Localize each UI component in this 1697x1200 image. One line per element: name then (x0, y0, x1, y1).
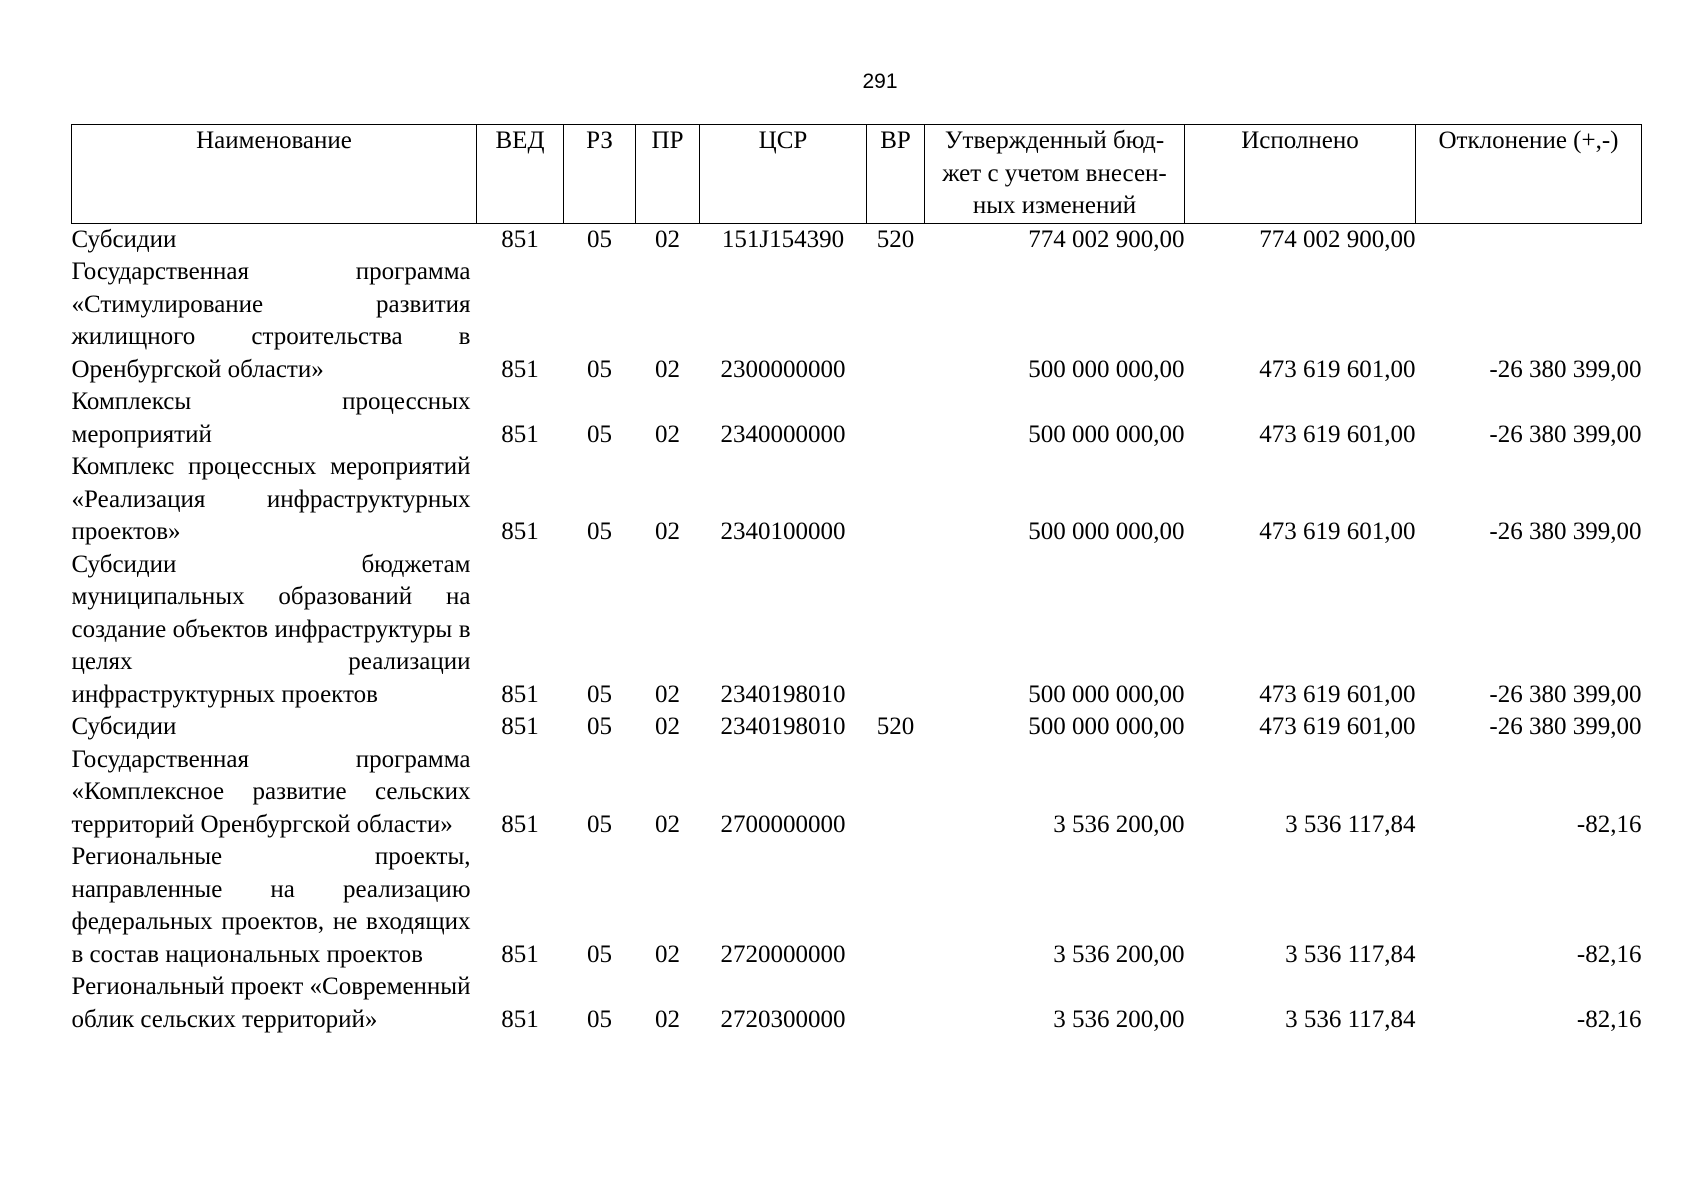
row-deviation (1416, 223, 1642, 256)
row-executed: 473 619 601,00 (1259, 713, 1416, 740)
row-executed: 473 619 601,00 (1259, 420, 1416, 448)
row-vr: 520 (876, 713, 915, 740)
row-rz: 05 (587, 225, 612, 253)
row-name: Комплекс процессных мероприятий «Реализация инфраструктурных проектов» (71, 453, 471, 545)
column-header-deviation: Отклонение (+,-) (1416, 125, 1642, 224)
column-header-pr: ПР (636, 125, 700, 224)
row-ved: 851 (501, 420, 539, 448)
row-executed: 473 619 601,00 (1259, 680, 1416, 708)
row-ved: 851 (501, 355, 539, 383)
row-csr: 2340198010 (720, 680, 846, 708)
row-deviation: -82,16 (1576, 810, 1642, 838)
row-csr: 151J154390 (721, 225, 845, 253)
column-header-executed: Исполнено (1185, 125, 1416, 224)
row-approved: 3 536 200,00 (1053, 1005, 1185, 1033)
row-csr: 2720000000 (720, 940, 846, 968)
column-header-name: Наименование (72, 125, 477, 224)
column-header-csr: ЦСР (700, 125, 867, 224)
row-deviation: -26 380 399,00 (1489, 518, 1642, 545)
row-pr: 02 (655, 355, 680, 383)
row-name: Субсидии (71, 713, 177, 740)
row-csr: 2700000000 (720, 810, 846, 838)
row-pr: 02 (655, 680, 680, 708)
table-row (72, 386, 1642, 451)
table-row (72, 256, 1642, 386)
row-approved: 3 536 200,00 (1053, 810, 1185, 838)
row-name: Государственная программа «Комплексное развитие сельских территорий Оренбургской области» (71, 745, 471, 838)
row-csr: 2300000000 (720, 355, 846, 383)
row-pr: 02 (655, 940, 680, 968)
table-row (72, 223, 1642, 256)
row-executed: 3 536 117,84 (1285, 1005, 1416, 1033)
row-name: Субсидии бюджетам муниципальных образований на создание объектов инфраструктуры в целях реализации инфраструктурных проектов (71, 550, 471, 708)
row-rz: 05 (587, 680, 612, 708)
budget-table (71, 124, 1642, 1036)
row-executed: 473 619 601,00 (1259, 518, 1416, 545)
row-ved: 851 (501, 1005, 539, 1033)
row-csr: 2720300000 (720, 1005, 846, 1033)
row-executed: 3 536 117,84 (1285, 810, 1416, 838)
page-number: 291 (862, 70, 898, 93)
row-approved: 500 000 000,00 (1028, 420, 1185, 448)
row-vr: 520 (876, 225, 915, 253)
row-deviation: -82,16 (1576, 1005, 1642, 1033)
row-executed: 774 002 900,00 (1259, 225, 1416, 253)
table-row (72, 711, 1642, 744)
row-vr (867, 256, 925, 386)
row-rz: 05 (587, 355, 612, 383)
row-ved: 851 (501, 225, 539, 253)
row-name: Субсидии (71, 225, 177, 253)
row-pr: 02 (655, 518, 680, 545)
table-header-row (72, 125, 1642, 224)
row-vr (867, 744, 925, 842)
row-approved: 500 000 000,00 (1028, 713, 1185, 740)
row-rz: 05 (587, 1005, 612, 1033)
row-deviation: -26 380 399,00 (1489, 680, 1642, 708)
row-vr (867, 549, 925, 712)
row-ved: 851 (501, 680, 539, 708)
row-approved: 500 000 000,00 (1028, 355, 1185, 383)
row-name: Комплексы процессных мероприятий (71, 388, 471, 448)
row-deviation: -26 380 399,00 (1489, 713, 1642, 740)
row-deviation: -26 380 399,00 (1489, 355, 1642, 383)
row-pr: 02 (655, 1005, 680, 1033)
row-rz: 05 (587, 940, 612, 968)
table-row (72, 451, 1642, 549)
row-pr: 02 (655, 225, 680, 253)
table-row (72, 549, 1642, 712)
column-header-ved: ВЕД (477, 125, 564, 224)
row-pr: 02 (655, 810, 680, 838)
row-approved: 3 536 200,00 (1053, 940, 1185, 968)
row-rz: 05 (587, 810, 612, 838)
row-deviation: -82,16 (1576, 940, 1642, 968)
table-row (72, 971, 1642, 1036)
row-csr: 2340000000 (720, 420, 846, 448)
row-deviation: -26 380 399,00 (1489, 420, 1642, 448)
row-vr (867, 841, 925, 971)
row-pr: 02 (655, 713, 680, 740)
row-executed: 473 619 601,00 (1259, 355, 1416, 383)
row-rz: 05 (587, 420, 612, 448)
row-name: Государственная программа «Стимулирование развития жилищного строительства в Оренбургской области» (71, 258, 471, 383)
row-approved: 500 000 000,00 (1028, 518, 1185, 545)
column-header-approved: Утвержденный бюд-жет с учетом внесен-ных изменений (925, 125, 1185, 224)
row-ved: 851 (501, 713, 539, 740)
row-approved: 774 002 900,00 (1028, 225, 1185, 253)
row-executed: 3 536 117,84 (1285, 940, 1416, 968)
row-vr (867, 971, 925, 1036)
row-rz: 05 (587, 713, 612, 740)
row-vr (867, 386, 925, 451)
column-header-rz: РЗ (564, 125, 636, 224)
row-ved: 851 (501, 810, 539, 838)
row-name: Региональный проект «Современный облик сельских территорий» (71, 973, 471, 1033)
row-name: Региональные проекты, направленные на реализацию федеральных проектов, не входящих в состав национальных проектов (71, 843, 471, 968)
table-row (72, 744, 1642, 842)
row-vr (867, 451, 925, 549)
row-rz: 05 (587, 518, 612, 545)
column-header-vr: ВР (867, 125, 925, 224)
table-row (72, 841, 1642, 971)
row-ved: 851 (501, 940, 539, 968)
row-pr: 02 (655, 420, 680, 448)
row-approved: 500 000 000,00 (1028, 680, 1185, 708)
row-csr: 2340100000 (720, 518, 846, 545)
row-csr: 2340198010 (720, 713, 846, 740)
row-ved: 851 (501, 518, 539, 545)
